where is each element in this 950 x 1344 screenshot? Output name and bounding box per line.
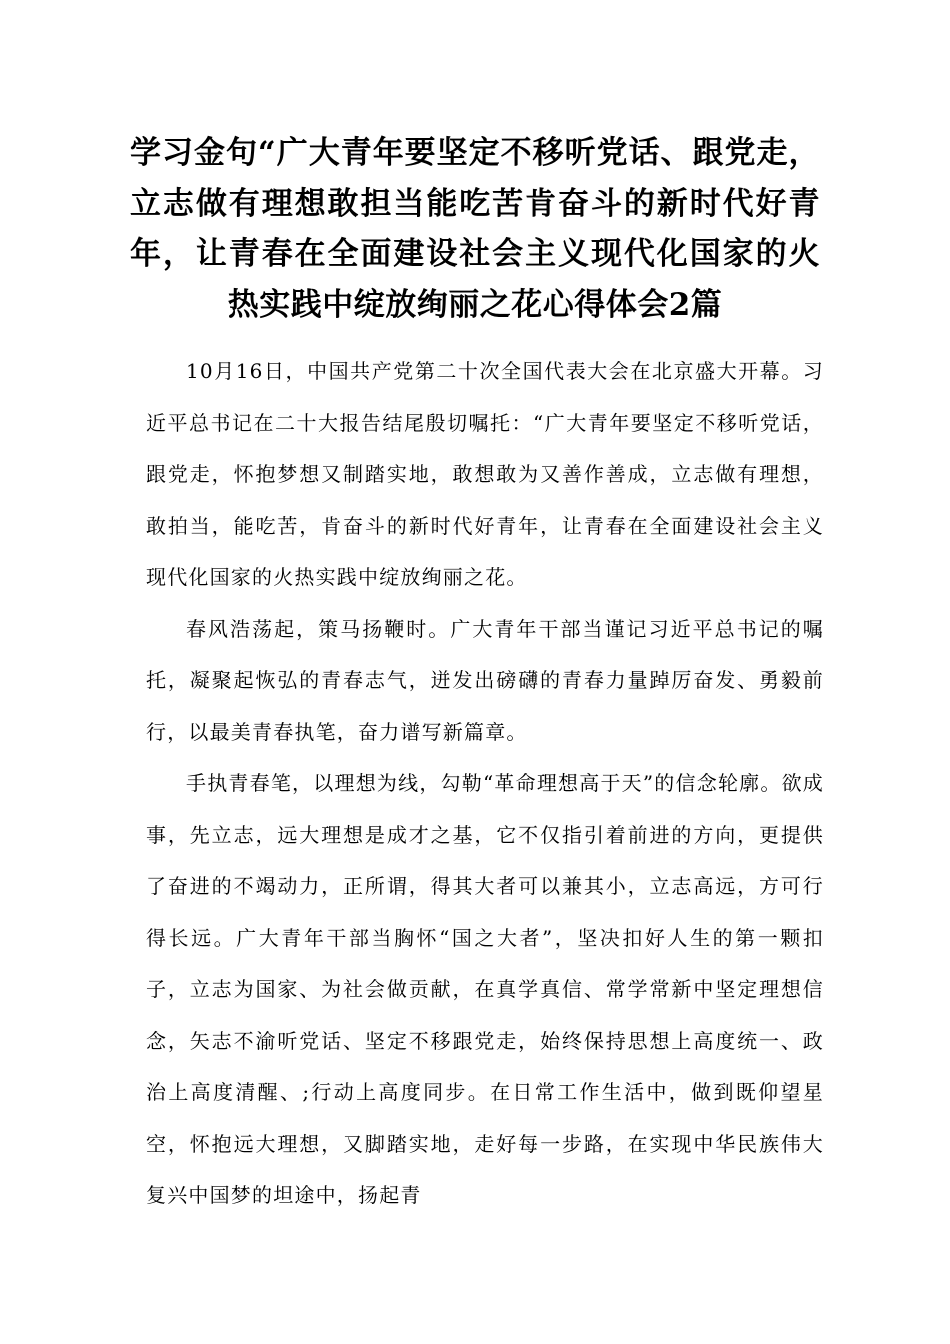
paragraph-1: 10月16日，中国共产党第二十次全国代表大会在北京盛大开幕。习近平总书记在二十大报告结尾殷切嘱托：“广大青年要坚定不移听党话，跟党走，怀抱梦想又制踏实地，敢想敢为又善作善成，立志做有理想，敢拍当，能吃苦，肯奋斗的新时代好青年，让青春在全面建设社会主义现代化国家的火热实践中绽放绚丽之花。 bbox=[146, 359, 824, 589]
paragraph-2: 春风浩荡起，策马扬鞭时。广大青年干部当谨记习近平总书记的嘱托，凝聚起恢弘的青春志气，迸发出磅礴的青春力量踔厉奋发、勇毅前行，以最美青春执笔，奋力谱写新篇章。 bbox=[146, 616, 824, 744]
document-body bbox=[146, 346, 824, 1222]
paragraph-3: 手执青春笔，以理想为线，勾勒“革命理想高于天”的信念轮廓。欲成事，先立志，远大理想是成才之基，它不仅指引着前进的方向，更提供了奋进的不竭动力，正所谓，得其大者可以兼其小，立志高远，方可行得长远。广大青年干部当胸怀“国之大者”，坚决扣好人生的第一颗扣子，立志为国家、为社会做贡献，在真学真信、常学常新中坚定理想信念，矢志不渝听党话、坚定不移跟党走，始终保持思想上高度统一、政治上高度清醒、;行动上高度同步。在日常工作生活中，做到既仰望星空，怀抱远大理想，又脚踏实地，走好每一步路，在实现中华民族伟大复兴中国梦的坦途中，扬起青 bbox=[146, 771, 824, 1207]
document-title: 学习金句“广大青年要坚定不移听党话、跟党走，立志做有理想敢担当能吃苦肯奋斗的新时代好青年，让青春在全面建设社会主义现代化国家的火热实践中绽放绚丽之花心得体会2篇 bbox=[130, 135, 820, 323]
